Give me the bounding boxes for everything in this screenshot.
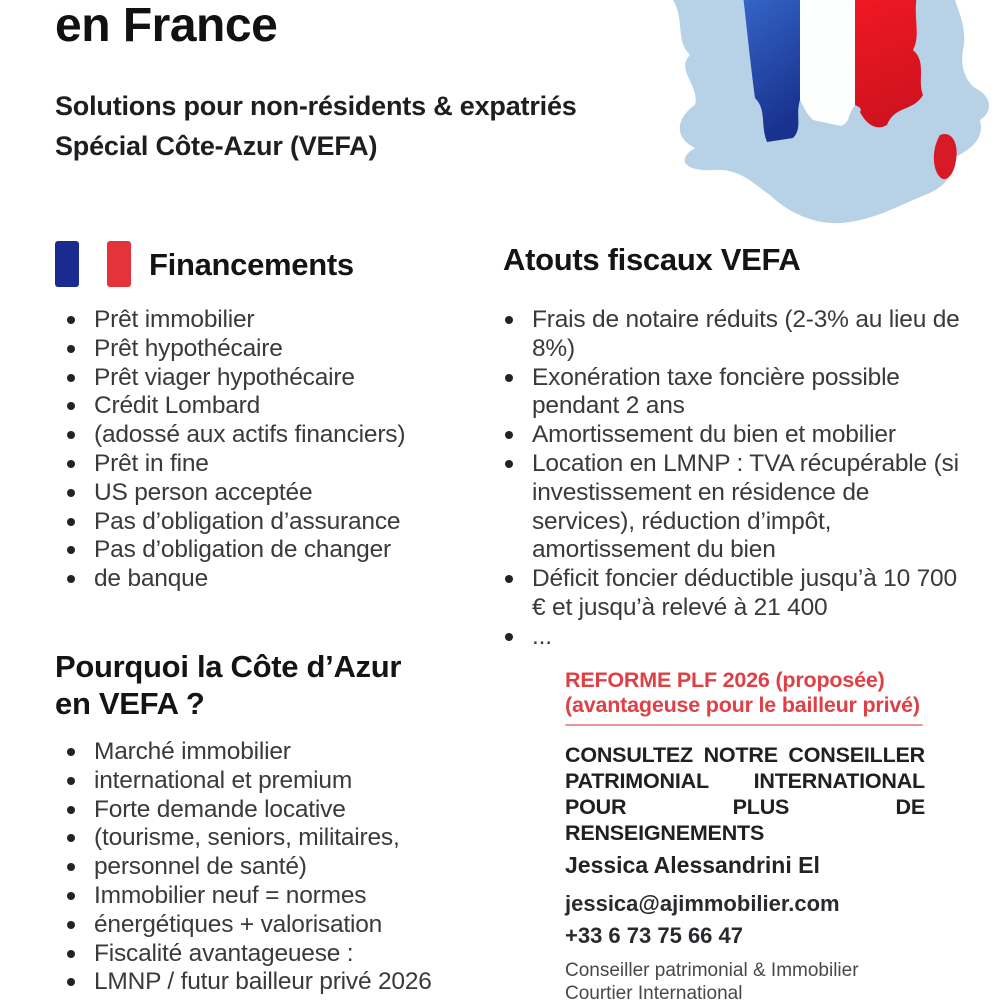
contact-name: Jessica Alessandrini El: [565, 852, 820, 878]
financements-list: [60, 306, 480, 594]
list-item: Pas d’obligation d’assurance: [60, 508, 480, 537]
list-item: de banque: [60, 565, 480, 594]
list-item: Crédit Lombard: [60, 392, 480, 421]
reforme-line-1: REFORME PLF 2026 (proposée): [565, 668, 885, 692]
list-item: Prêt immobilier: [60, 306, 480, 335]
list-item: Exonération taxe foncière possible pendant 2 ans: [498, 364, 976, 422]
consultez-line-2: PATRIMONIAL INTERNATIONAL: [565, 769, 925, 793]
list-item: Frais de notaire réduits (2-3% au lieu de 8%): [498, 306, 976, 364]
list-item: Prêt hypothécaire: [60, 335, 480, 364]
list-item: Location en LMNP : TVA récupérable (si investissement en résidence de services), réduction d’impôt, amortissement du bien: [498, 450, 976, 565]
france-map-svg: [655, 0, 1000, 230]
contact-block: [565, 852, 859, 1000]
list-item: Prêt viager hypothécaire: [60, 364, 480, 393]
list-item: US person acceptée: [60, 479, 480, 508]
flag-blue-bar: [55, 241, 79, 287]
list-item: (adossé aux actifs financiers): [60, 421, 480, 450]
map-corsica: [934, 134, 957, 179]
page-subtitle: [55, 86, 577, 166]
list-item: Prêt in fine: [60, 450, 480, 479]
reforme-note: [565, 668, 920, 718]
subtitle-line-1: Solutions pour non-résidents & expatriés: [55, 91, 577, 121]
subtitle-line-2: Spécial Côte-Azur (VEFA): [55, 131, 378, 161]
list-item: (tourisme, seniors, militaires,: [60, 824, 500, 853]
french-flag-icon: [55, 241, 131, 287]
list-item: LMNP / futur bailleur privé 2026: [60, 968, 500, 997]
list-item: personnel de santé): [60, 853, 500, 882]
flag-red-bar: [107, 241, 131, 287]
list-item: Déficit foncier déductible jusqu’à 10 700 € et jusqu’à relevé à 21 400: [498, 565, 976, 623]
pourquoi-heading-line-1: Pourquoi la Côte d’Azur: [55, 649, 402, 684]
list-item: Immobilier neuf = normes: [60, 882, 500, 911]
red-underline: [565, 724, 923, 726]
flag-white-bar: [79, 241, 107, 287]
consultez-line-3: POUR PLUS DE RENSEIGNEMENTS: [565, 795, 925, 845]
list-item: international et premium: [60, 767, 500, 796]
financements-heading: Financements: [149, 246, 354, 282]
atouts-list: [498, 306, 976, 652]
list-item: Forte demande locative: [60, 796, 500, 825]
list-item: Marché immobilier: [60, 738, 500, 767]
pourquoi-list: [60, 738, 500, 997]
consultez-block: [565, 742, 925, 846]
list-item: Pas d’obligation de changer: [60, 536, 480, 565]
pourquoi-heading: [55, 648, 401, 722]
financements-heading-row: [55, 241, 354, 287]
list-item: Fiscalité avantageuese :: [60, 940, 500, 969]
pourquoi-heading-line-2: en VEFA ?: [55, 686, 205, 721]
contact-role-line-1: Conseiller patrimonial & Immobilier: [565, 960, 859, 981]
contact-email: jessica@ajimmobilier.com: [565, 891, 840, 916]
map-white-stripe: [800, 0, 855, 126]
france-map-tricolor-icon: [655, 0, 1000, 230]
contact-phone: +33 6 73 75 66 47: [565, 923, 743, 948]
list-item: énergétiques + valorisation: [60, 911, 500, 940]
reforme-line-2: (avantageuse pour le bailleur privé): [565, 693, 920, 717]
atouts-heading: Atouts fiscaux VEFA: [503, 242, 801, 277]
list-item: ...: [498, 623, 976, 652]
consultez-line-1: CONSULTEZ NOTRE CONSEILLER: [565, 743, 925, 767]
contact-role-line-2: Courtier International: [565, 983, 743, 1000]
list-item: Amortissement du bien et mobilier: [498, 421, 976, 450]
page-title: en France: [55, 0, 278, 52]
